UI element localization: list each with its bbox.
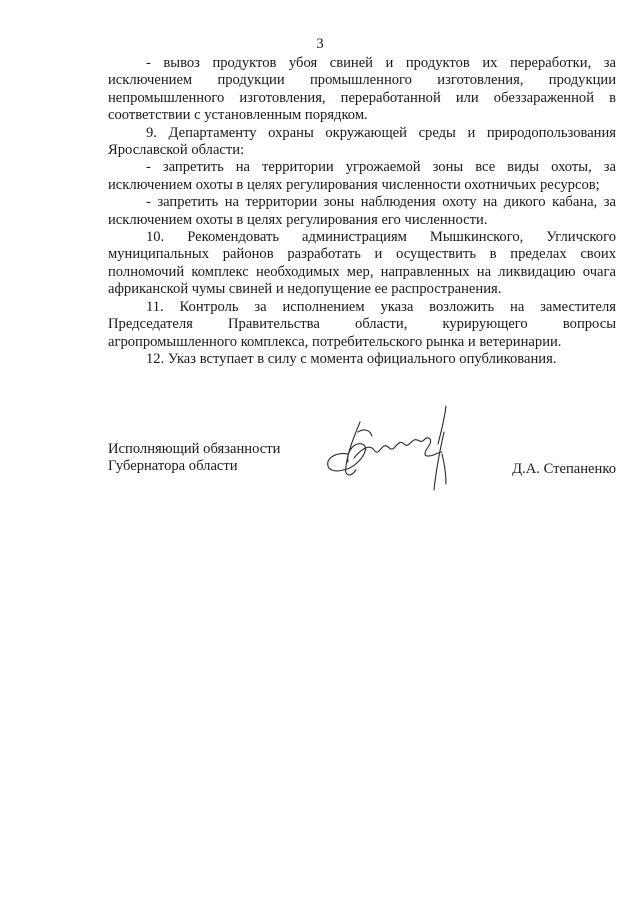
signatory-name: Д.А. Степаненко bbox=[512, 461, 616, 477]
paragraph-item-9: 9. Департаменту охраны окружающей среды и природопользования Ярославской области: bbox=[108, 124, 616, 159]
position-line-2: Губернатора области bbox=[108, 458, 238, 475]
paragraph-item-10: 10. Рекомендовать администрациям Мышкинского, Угличского муниципальных районов разработать и осуществить в пределах своих полномочий комплекс необходимых мер, направленных на ликвидацию очага африканской чумы свиней и недопущение ее распространения. bbox=[108, 229, 616, 298]
paragraph-export-ban: - вывоз продуктов убоя свиней и продуктов их переработки, за исключением продукции промышленного изготовления, продукции непромышленного изготовления, переработанной или обеззараженной в соответствии с установленным порядком. bbox=[108, 55, 616, 124]
paragraph-item-12: 12. Указ вступает в силу с момента официального опубликования. bbox=[146, 350, 557, 367]
signatory-position bbox=[108, 441, 308, 476]
position-line-1: Исполняющий обязанности bbox=[108, 441, 281, 457]
document-body bbox=[108, 55, 616, 368]
paragraph-hunting-ban-observation-zone: - запретить на территории зоны наблюдения охоту на дикого кабана, за исключением охоты в целях регулирования его численности. bbox=[108, 194, 616, 228]
handwritten-signature bbox=[318, 392, 468, 492]
paragraph-hunting-ban-threat-zone: - запретить на территории угрожаемой зоны все виды охоты, за исключением охоты в целях регулирования численности охотничьих ресурсов; bbox=[108, 159, 616, 193]
paragraph-item-11: 11. Контроль за исполнением указа возложить на заместителя Председателя Правительства области, курирующего вопросы агропромышленного комплекса, потребительского рынка и ветеринарии. bbox=[108, 298, 616, 350]
page-number: 3 bbox=[316, 36, 324, 52]
